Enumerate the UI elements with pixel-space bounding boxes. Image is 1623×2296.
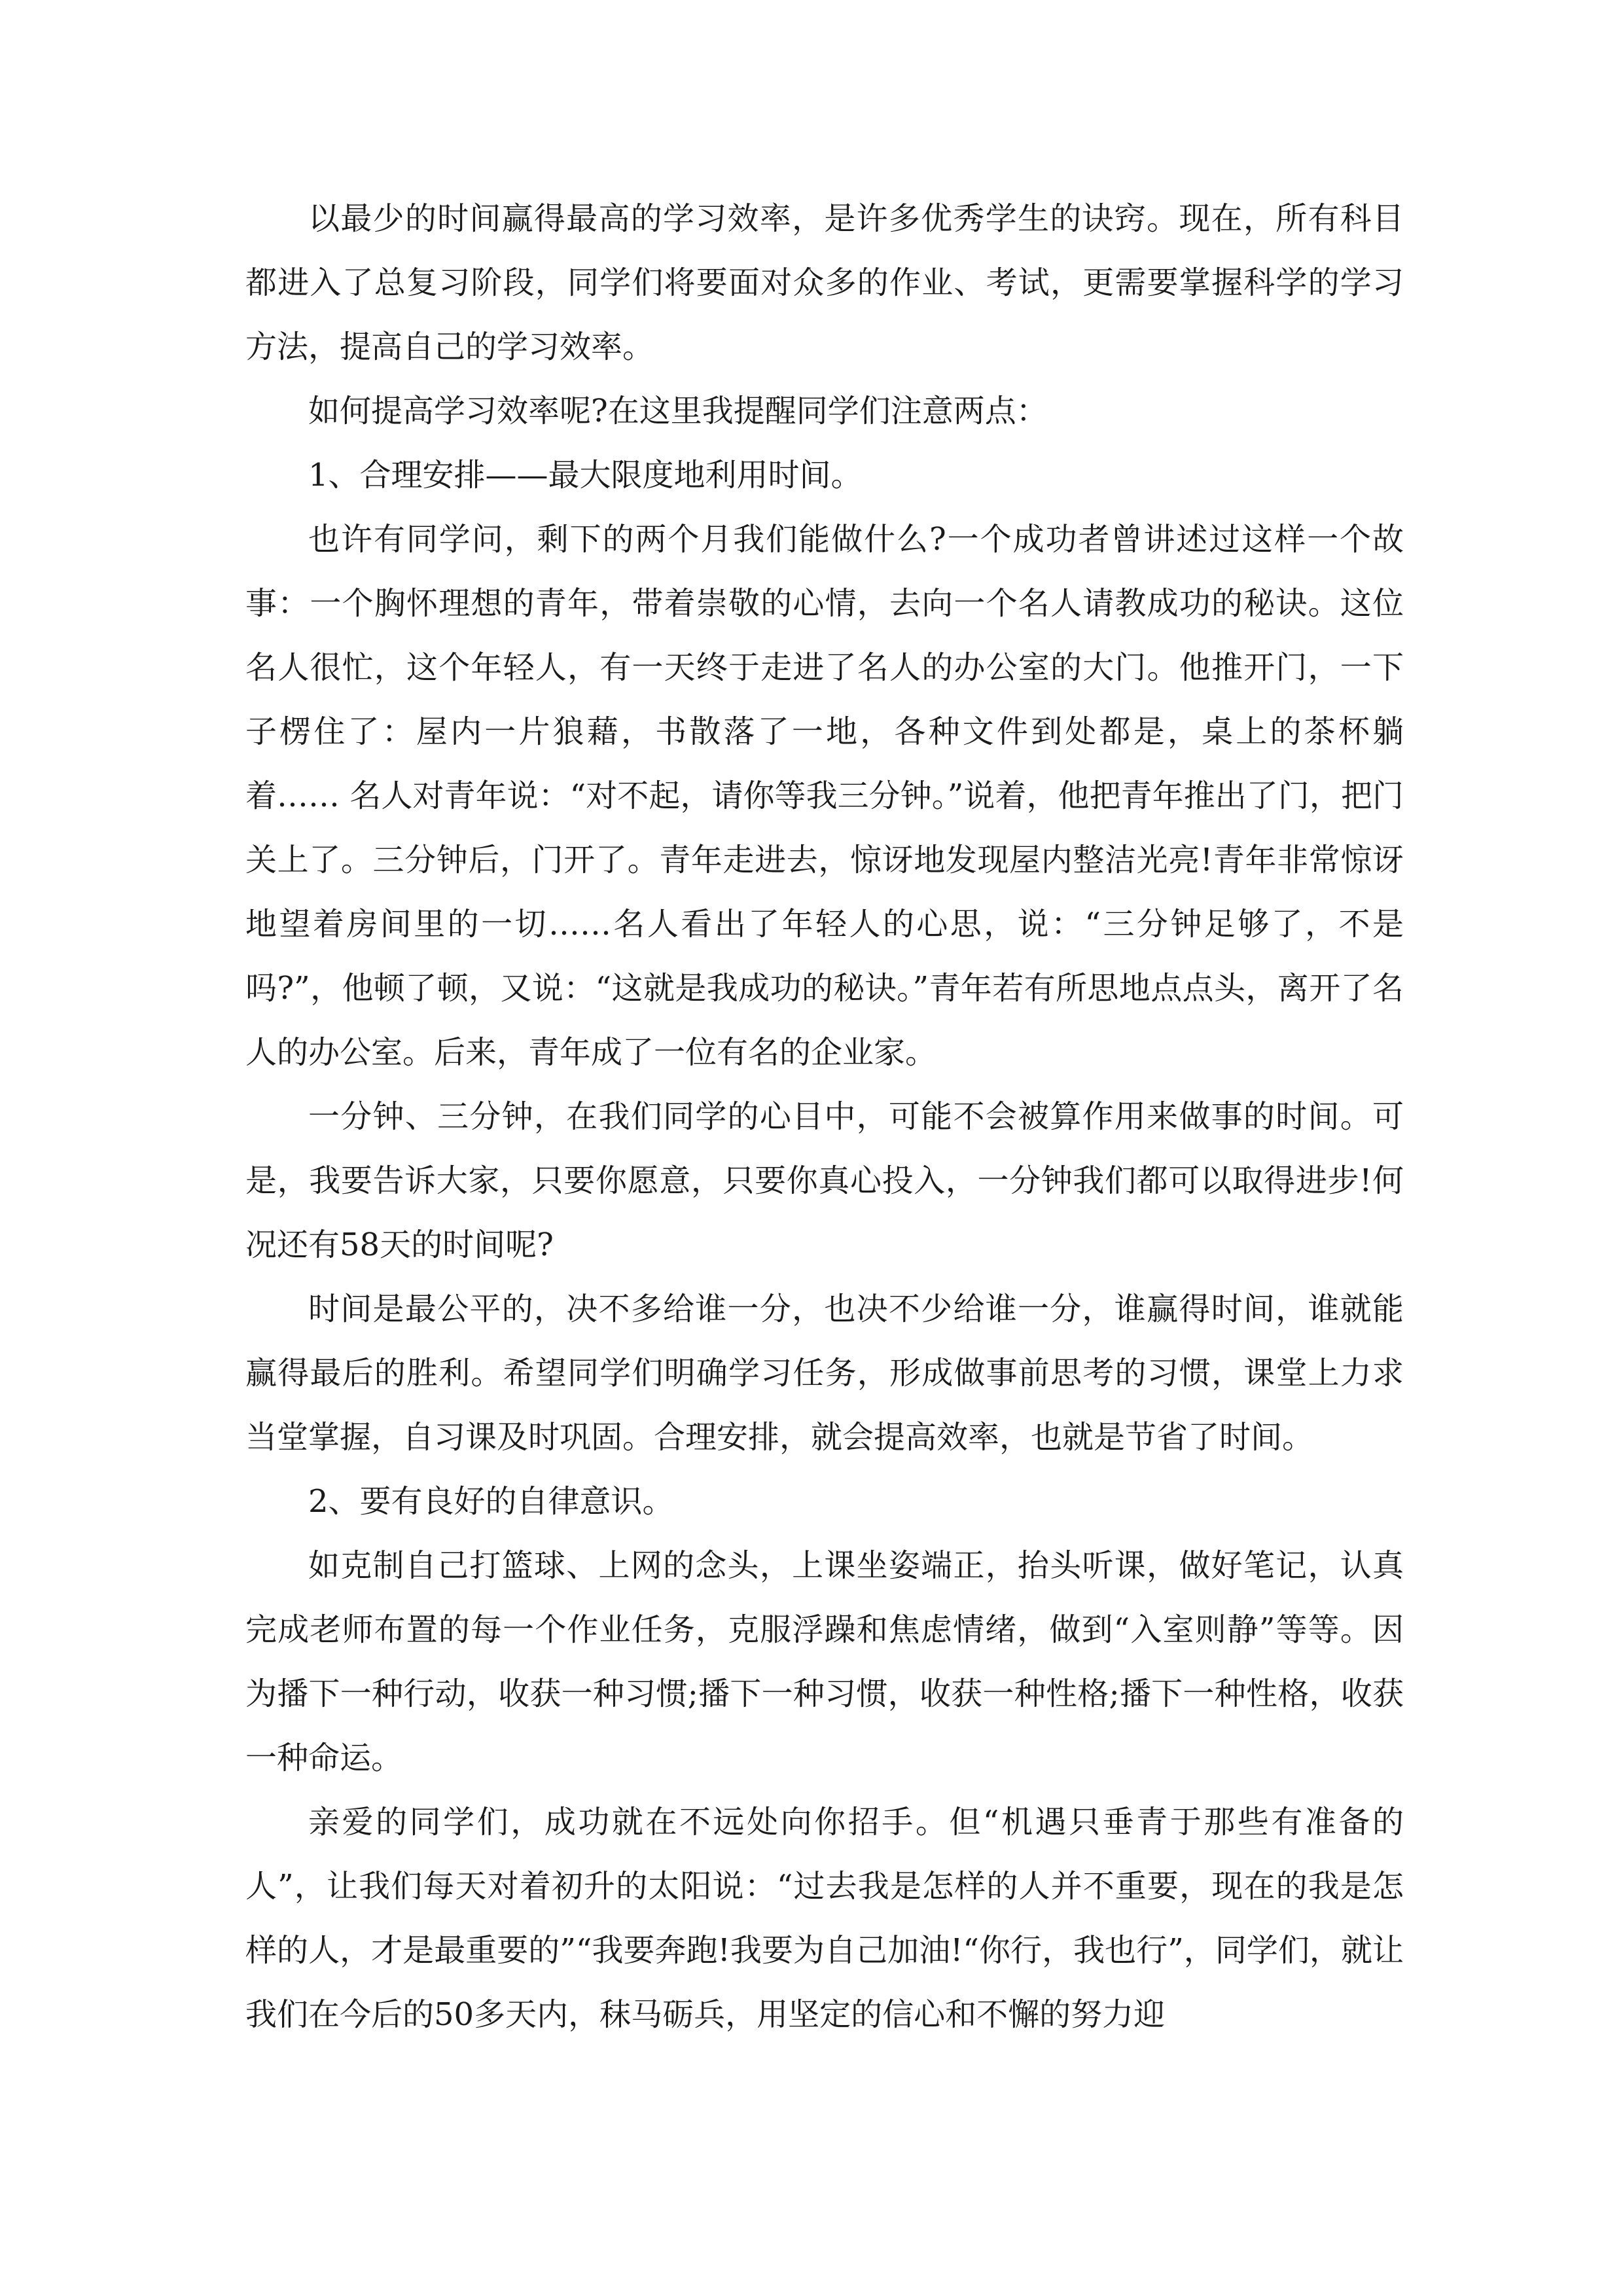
paragraph-intro: 以最少的时间赢得最高的学习效率，是许多优秀学生的诀窍。现在，所有科目都进入了总复习阶段，同学们将要面对众多的作业、考试，更需要掌握科学的学习方法，提高自己的学习效率。 [245, 200, 1404, 365]
paragraph-closing: 亲爱的同学们，成功就在不远处向你招手。但“机遇只垂青于那些有准备的人”，让我们每天对着初升的太阳说：“过去我是怎样的人并不重要，现在的我是怎样的人，才是最重要的”“我要奔跑!我要为自己加油!“你行，我也行”，同学们，就让我们在今后的50多天内，秣马砺兵，用坚定的信心和不懈的努力迎 [245, 1804, 1404, 2033]
paragraph-question: 如何提高学习效率呢?在这里我提醒同学们注意两点： [308, 393, 1048, 429]
heading-point-1: 1、合理安排——最大限度地利用时间。 [308, 457, 863, 493]
paragraph-story: 也许有同学问，剩下的两个月我们能做什么?一个成功者曾讲述过这样一个故事：一个胸怀理想的青年，带着崇敬的心情，去向一个名人请教成功的秘诀。这位名人很忙，这个年轻人，有一天终于走进了名人的办公室的大门。他推开门，一下子楞住了：屋内一片狼藉，书散落了一地，各种文件到处都是，桌上的茶杯躺着…… 名人对青年说：“对不起，请你等我三分钟。”说着，他把青年推出了门，把门关上了。三分钟后，门开了。青年走进去，惊讶地发现屋内整洁光亮!青年非常惊讶地望着房间里的一切……名人看出了年轻人的心思，说：“三分钟足够了，不是吗?”，他顿了顿，又说：“这就是我成功的秘诀。”青年若有所思地点点头，离开了名人的办公室。后来，青年成了一位有名的企业家。 [245, 521, 1404, 1071]
paragraph-self-discipline: 如克制自己打篮球、上网的念头，上课坐姿端正，抬头听课，做好笔记，认真完成老师布置的每一个作业任务，克服浮躁和焦虑情绪，做到“入室则静”等等。因为播下一种行动，收获一种习惯;播下一种习惯，收获一种性格;播下一种性格，收获一种命运。 [245, 1547, 1404, 1776]
paragraph-minutes: 一分钟、三分钟，在我们同学的心目中，可能不会被算作用来做事的时间。可是，我要告诉大家，只要你愿意，只要你真心投入，一分钟我们都可以取得进步!何况还有58天的时间呢? [245, 1098, 1404, 1263]
document-body [245, 187, 1404, 2047]
paragraph-time-fair: 时间是最公平的，决不多给谁一分，也决不少给谁一分，谁赢得时间，谁就能赢得最后的胜利。希望同学们明确学习任务，形成做事前思考的习惯，课堂上力求当堂掌握，自习课及时巩固。合理安排，就会提高效率，也就是节省了时间。 [245, 1291, 1404, 1456]
heading-point-2: 2、要有良好的自律意识。 [308, 1483, 674, 1520]
